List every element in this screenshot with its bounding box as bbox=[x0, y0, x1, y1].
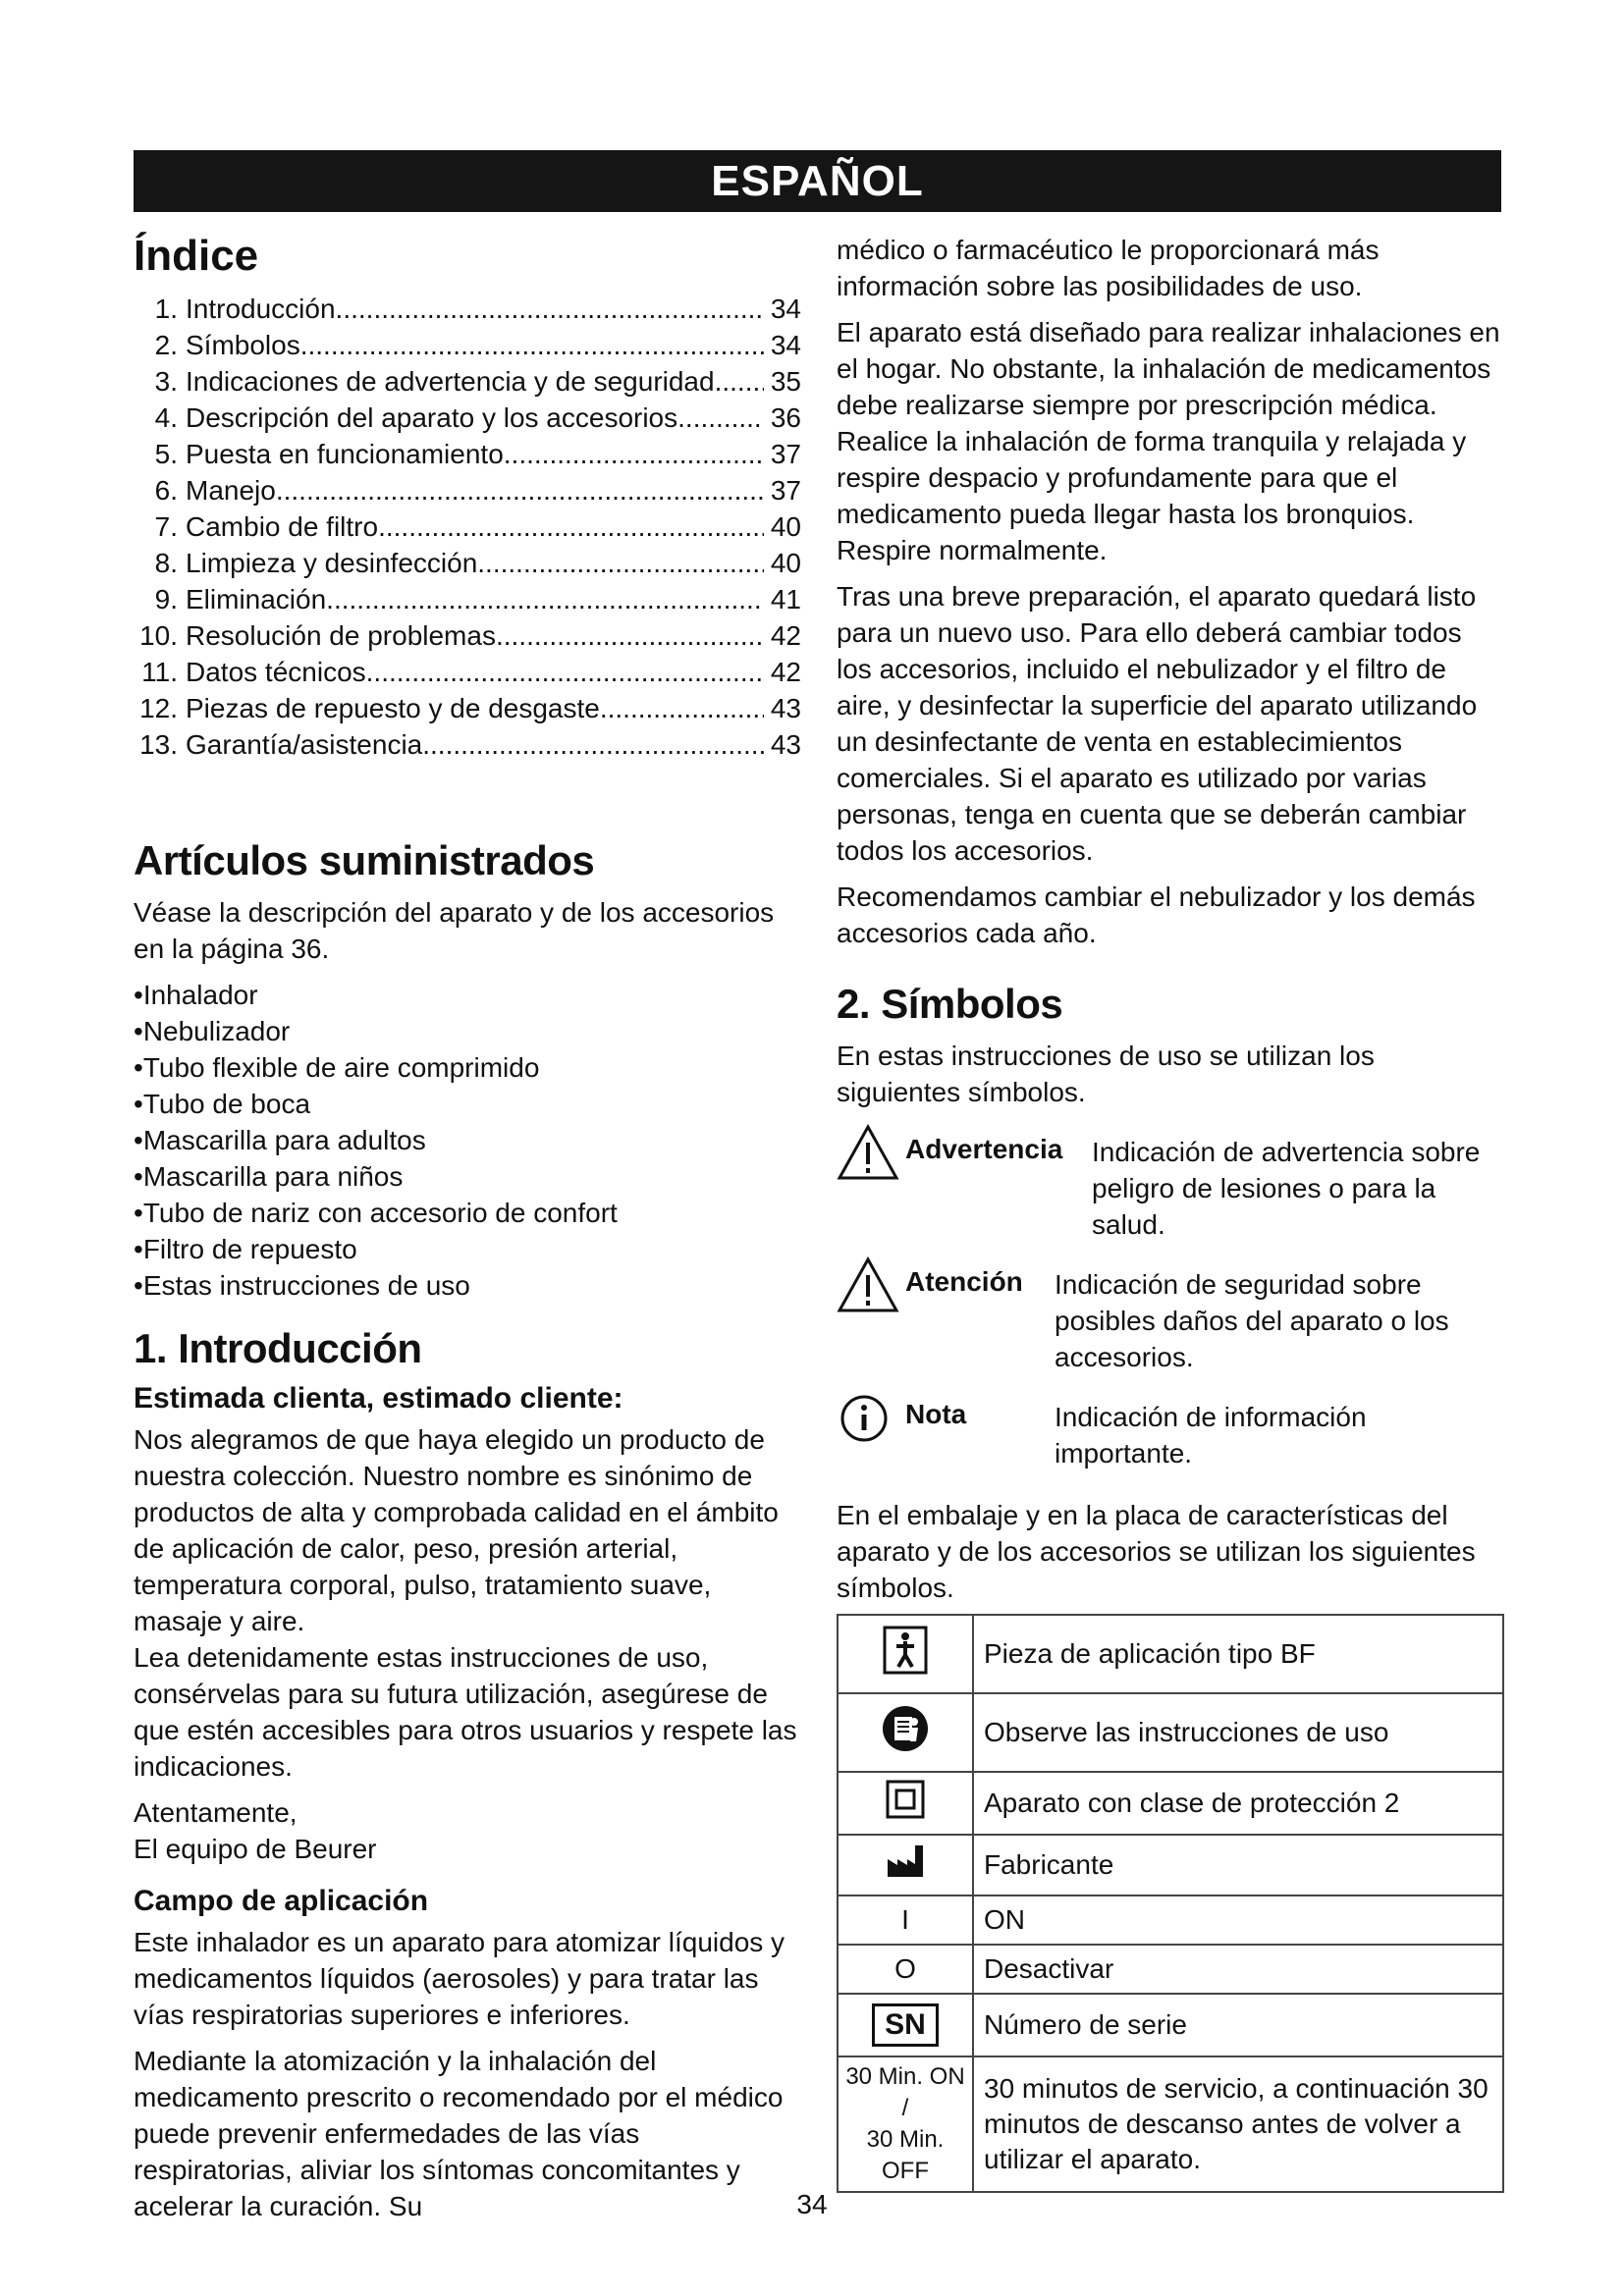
toc-item[interactable]: 11. Datos técnicos ..... 42 bbox=[134, 654, 801, 690]
table-cell: Número de serie bbox=[973, 1994, 1503, 2056]
table-row bbox=[838, 2056, 1503, 2192]
symbols-table bbox=[837, 1614, 1504, 2193]
symbol-label: Advertencia bbox=[905, 1134, 1063, 1164]
list-item: • Tubo de boca bbox=[134, 1086, 801, 1122]
body-paragraph: médico o farmacéutico le proporcionará más información sobre las posibilidades de uso. bbox=[837, 235, 1380, 301]
symbol-description: Indicación de seguridad sobre posibles daños del aparato o los accesorios. bbox=[1055, 1269, 1449, 1372]
list-item: • Nebulizador bbox=[134, 1013, 801, 1049]
toc-item[interactable]: 2. Símbolos ..... 34 bbox=[134, 327, 801, 363]
toc-item[interactable]: 10. Resolución de problemas ..... 42 bbox=[134, 617, 801, 654]
list-item: • Mascarilla para adultos bbox=[134, 1122, 801, 1158]
symbol-description: Indicación de información importante. bbox=[1055, 1402, 1367, 1468]
list-item: • Filtro de repuesto bbox=[134, 1231, 801, 1267]
symbol-label: Atención bbox=[905, 1266, 1023, 1297]
articulos-intro: Véase la descripción del aparato y de los accesorios en la página 36. bbox=[134, 897, 775, 964]
on-symbol: I bbox=[838, 1896, 973, 1945]
table-of-contents bbox=[134, 291, 801, 763]
symbol-legend-attention bbox=[837, 1256, 1504, 1375]
intro-title: 1. Introducción bbox=[134, 1325, 422, 1371]
toc-item[interactable]: 5. Puesta en funcionamiento ..... 37 bbox=[134, 436, 801, 472]
table-row bbox=[838, 1945, 1503, 1994]
body-paragraph: El aparato está diseñado para realizar inhalaciones en el hogar. No obstante, la inhalación de medicamentos debe realizarse siempre por prescripción médica. Realice la inhalación de forma tranquila y relajada y respire despacio y profundamente para que el medicamento pueda llegar hasta los bronquios. Respire normalmente. bbox=[837, 317, 1500, 565]
table-cell: Aparato con clase de protección 2 bbox=[973, 1772, 1503, 1835]
table-row bbox=[838, 1896, 1503, 1945]
table-intro: En el embalaje y en la placa de características del aparato y de los accesorios se utilizan los siguientes símbolos. bbox=[837, 1500, 1476, 1603]
warning-triangle-icon bbox=[837, 1124, 905, 1181]
toc-item[interactable]: 13. Garantía/asistencia ..... 43 bbox=[134, 726, 801, 763]
list-item: • Mascarilla para niños bbox=[134, 1158, 801, 1195]
symbol-description: Indicación de advertencia sobre peligro de lesiones o para la salud. bbox=[1092, 1137, 1481, 1240]
index-title: Índice bbox=[134, 232, 259, 280]
campo-paragraph: Mediante la atomización y la inhalación del medicamento prescrito o recomendado por el médico puede prevenir enfermedades de las vías respiratorias, aliviar los síntomas concomitantes y acelerar la curación. Su bbox=[134, 2046, 784, 2221]
body-paragraph: Recomendamos cambiar el nebulizador y los demás accesorios cada año. bbox=[837, 881, 1476, 948]
toc-item[interactable]: 9. Eliminación ..... 41 bbox=[134, 581, 801, 617]
toc-item[interactable]: 7. Cambio de filtro ..... 40 bbox=[134, 508, 801, 545]
list-item: • Tubo de nariz con accesorio de confort bbox=[134, 1195, 801, 1231]
table-cell: Pieza de aplicación tipo BF bbox=[973, 1615, 1503, 1693]
intro-paragraph: Nos alegramos de que haya elegido un producto de nuestra colección. Nuestro nombre es sinónimo de productos de alta y comprobada calidad en el ámbito de aplicación de calor, peso, presión arterial, temperatura corporal, pulso, tratamiento suave, masaje y aire. bbox=[134, 1424, 779, 1636]
campo-paragraph: Este inhalador es un aparato para atomizar líquidos y medicamentos líquidos (aerosoles) y para tratar las vías respiratorias superiores e inferiores. bbox=[134, 1927, 785, 2030]
page-number: 34 bbox=[796, 2189, 828, 2219]
signature-line: El equipo de Beurer bbox=[134, 1834, 377, 1864]
left-column bbox=[134, 232, 801, 2234]
signature-line: Atentamente, bbox=[134, 1797, 298, 1828]
table-row bbox=[838, 1994, 1503, 2056]
table-cell: Observe las instrucciones de uso bbox=[973, 1693, 1503, 1772]
language-banner: ESPAÑOL bbox=[134, 150, 1501, 212]
table-row bbox=[838, 1772, 1503, 1835]
type-bf-icon bbox=[838, 1615, 973, 1693]
class2-icon bbox=[838, 1772, 973, 1835]
list-item: • Inhalador bbox=[134, 977, 801, 1013]
table-row bbox=[838, 1693, 1503, 1772]
toc-item[interactable]: 8. Limpieza y desinfección ..... 40 bbox=[134, 545, 801, 581]
greeting: Estimada clienta, estimado cliente: bbox=[134, 1382, 623, 1415]
articulos-list bbox=[134, 977, 801, 1304]
list-item: • Tubo flexible de aire comprimido bbox=[134, 1049, 801, 1086]
warning-triangle-icon bbox=[837, 1256, 905, 1313]
body-paragraph: Tras una breve preparación, el aparato quedará listo para un nuevo uso. Para ello deberá cambiar todos los accesorios, incluido el nebulizador y el filtro de aire, y desinfectar la superficie del aparato utilizando un desinfectante de venta en establecimientos comerciales. Si el aparato es utilizado por varias personas, tenga en cuenta que se deberán cambiar todos los accesorios. bbox=[837, 581, 1478, 866]
campo-title: Campo de aplicación bbox=[134, 1885, 429, 1917]
table-cell: Desactivar bbox=[973, 1945, 1503, 1994]
symbol-legend-warning bbox=[837, 1124, 1504, 1243]
intro-paragraph: Lea detenidamente estas instrucciones de uso, consérvelas para su futura utilización, asegúrese de que estén accesibles para otros usuarios y respete las indicaciones. bbox=[134, 1642, 797, 1782]
simbolos-intro: En estas instrucciones de uso se utilizan los siguientes símbolos. bbox=[837, 1041, 1375, 1107]
symbol-legend-note bbox=[837, 1389, 1504, 1471]
toc-item[interactable]: 6. Manejo ..... 37 bbox=[134, 472, 801, 508]
manufacturer-icon bbox=[838, 1835, 973, 1896]
toc-item[interactable]: 1. Introducción ..... 34 bbox=[134, 291, 801, 327]
toc-item[interactable]: 3. Indicaciones de advertencia y de seguridad ..... 35 bbox=[134, 363, 801, 400]
table-cell: 30 minutos de servicio, a continuación 30 minutos de descanso antes de volver a utilizar el aparato. bbox=[973, 2056, 1503, 2192]
list-item: • Estas instrucciones de uso bbox=[134, 1267, 801, 1304]
instructions-icon bbox=[838, 1693, 973, 1772]
table-cell: ON bbox=[973, 1896, 1503, 1945]
toc-item[interactable]: 4. Descripción del aparato y los accesorios ..... 36 bbox=[134, 400, 801, 436]
table-row bbox=[838, 1835, 1503, 1896]
simbolos-title: 2. Símbolos bbox=[837, 981, 1063, 1027]
table-cell: Fabricante bbox=[973, 1835, 1503, 1896]
off-symbol: O bbox=[838, 1945, 973, 1994]
articulos-title: Artículos suministrados bbox=[134, 837, 595, 883]
duty-cycle-symbol: 30 Min. ON / 30 Min. OFF bbox=[838, 2056, 973, 2192]
serial-number-icon: SN bbox=[838, 1994, 973, 2056]
info-circle-icon bbox=[837, 1389, 905, 1446]
right-column bbox=[837, 232, 1504, 2193]
toc-item[interactable]: 12. Piezas de repuesto y de desgaste ..... 43 bbox=[134, 690, 801, 726]
table-row bbox=[838, 1615, 1503, 1693]
symbol-label: Nota bbox=[905, 1399, 967, 1429]
